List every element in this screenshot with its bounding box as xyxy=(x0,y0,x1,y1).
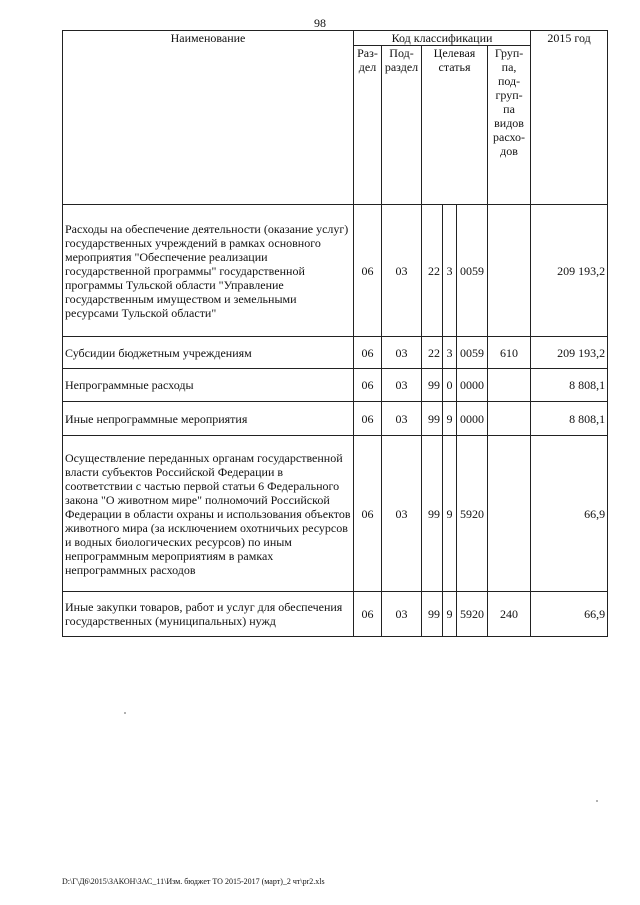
row-target-program: 99 xyxy=(422,436,443,592)
row-section: 06 xyxy=(354,592,382,637)
header-section: Раз- дел xyxy=(354,46,382,205)
table-row xyxy=(63,592,608,637)
row-target-program: 99 xyxy=(422,369,443,402)
row-target-code: 5920 xyxy=(457,436,488,592)
scan-speck xyxy=(124,712,126,714)
row-target-code: 0000 xyxy=(457,369,488,402)
row-section: 06 xyxy=(354,402,382,436)
row-target-code: 5920 xyxy=(457,592,488,637)
header-target-article: Целевая статья xyxy=(422,46,488,205)
row-target-subprogram: 3 xyxy=(443,205,457,337)
row-section: 06 xyxy=(354,369,382,402)
row-target-subprogram: 9 xyxy=(443,402,457,436)
row-name: Непрограммные расходы xyxy=(63,369,354,402)
row-section: 06 xyxy=(354,205,382,337)
row-name: Расходы на обеспечение деятельности (оказание услуг) государственных учреждений в рамках основного мероприятия "Обеспечение реализации государственной программы" государственной программы Тульской области "Управление государственным имуществом и земельными ресурсами Тульской области" xyxy=(63,205,354,337)
row-target-program: 99 xyxy=(422,592,443,637)
row-target-subprogram: 9 xyxy=(443,436,457,592)
header-year: 2015 год xyxy=(531,31,608,205)
row-name: Осуществление переданных органам государственной власти субъектов Российской Федерации в соответствии с частью первой статьи 6 Федерального закона "О животном мире" полномочий Российской Федерации в области охраны и использования объектов животного мира (за исключением охотничьих ресурсов и водных биологических ресурсов) по иным непрограммным мероприятиям в рамках непрограммных расходов xyxy=(63,436,354,592)
row-target-code: 0000 xyxy=(457,402,488,436)
row-name: Иные непрограммные мероприятия xyxy=(63,402,354,436)
row-amount: 66,9 xyxy=(531,592,608,637)
row-amount: 8 808,1 xyxy=(531,402,608,436)
row-amount: 209 193,2 xyxy=(531,205,608,337)
row-section: 06 xyxy=(354,337,382,369)
budget-table xyxy=(62,30,608,637)
header-name: Наименование xyxy=(63,31,354,205)
row-subsection: 03 xyxy=(382,592,422,637)
row-group: 240 xyxy=(488,592,531,637)
row-target-subprogram: 3 xyxy=(443,337,457,369)
row-target-subprogram: 9 xyxy=(443,592,457,637)
row-target-program: 99 xyxy=(422,402,443,436)
row-subsection: 03 xyxy=(382,205,422,337)
table-row xyxy=(63,337,608,369)
scan-speck xyxy=(596,800,598,802)
row-target-program: 22 xyxy=(422,337,443,369)
table-row xyxy=(63,205,608,337)
row-target-code: 0059 xyxy=(457,337,488,369)
row-group: 610 xyxy=(488,337,531,369)
header-subsection: Под- раздел xyxy=(382,46,422,205)
file-path-footer: D:\Г\Д6\2015\ЗАКОН\ЗАС_11\Изм. бюджет ТО 2015-2017 (март)_2 чт\pr2.xls xyxy=(62,877,325,886)
row-name: Иные закупки товаров, работ и услуг для обеспечения государственных (муниципальных) нужд xyxy=(63,592,354,637)
row-target-program: 22 xyxy=(422,205,443,337)
row-name: Субсидии бюджетным учреждениям xyxy=(63,337,354,369)
row-group xyxy=(488,369,531,402)
row-amount: 8 808,1 xyxy=(531,369,608,402)
row-subsection: 03 xyxy=(382,402,422,436)
page-number: 98 xyxy=(314,16,326,30)
row-amount: 209 193,2 xyxy=(531,337,608,369)
row-section: 06 xyxy=(354,436,382,592)
table-row xyxy=(63,369,608,402)
row-subsection: 03 xyxy=(382,436,422,592)
table-row xyxy=(63,402,608,436)
header-classification: Код классификации xyxy=(354,31,531,46)
row-group xyxy=(488,205,531,337)
header-expense-group: Груп- па, под- груп- па видов расхо- дов xyxy=(488,46,531,205)
row-group xyxy=(488,436,531,592)
row-target-subprogram: 0 xyxy=(443,369,457,402)
row-subsection: 03 xyxy=(382,337,422,369)
row-amount: 66,9 xyxy=(531,436,608,592)
row-group xyxy=(488,402,531,436)
table-row xyxy=(63,436,608,592)
row-target-code: 0059 xyxy=(457,205,488,337)
row-subsection: 03 xyxy=(382,369,422,402)
